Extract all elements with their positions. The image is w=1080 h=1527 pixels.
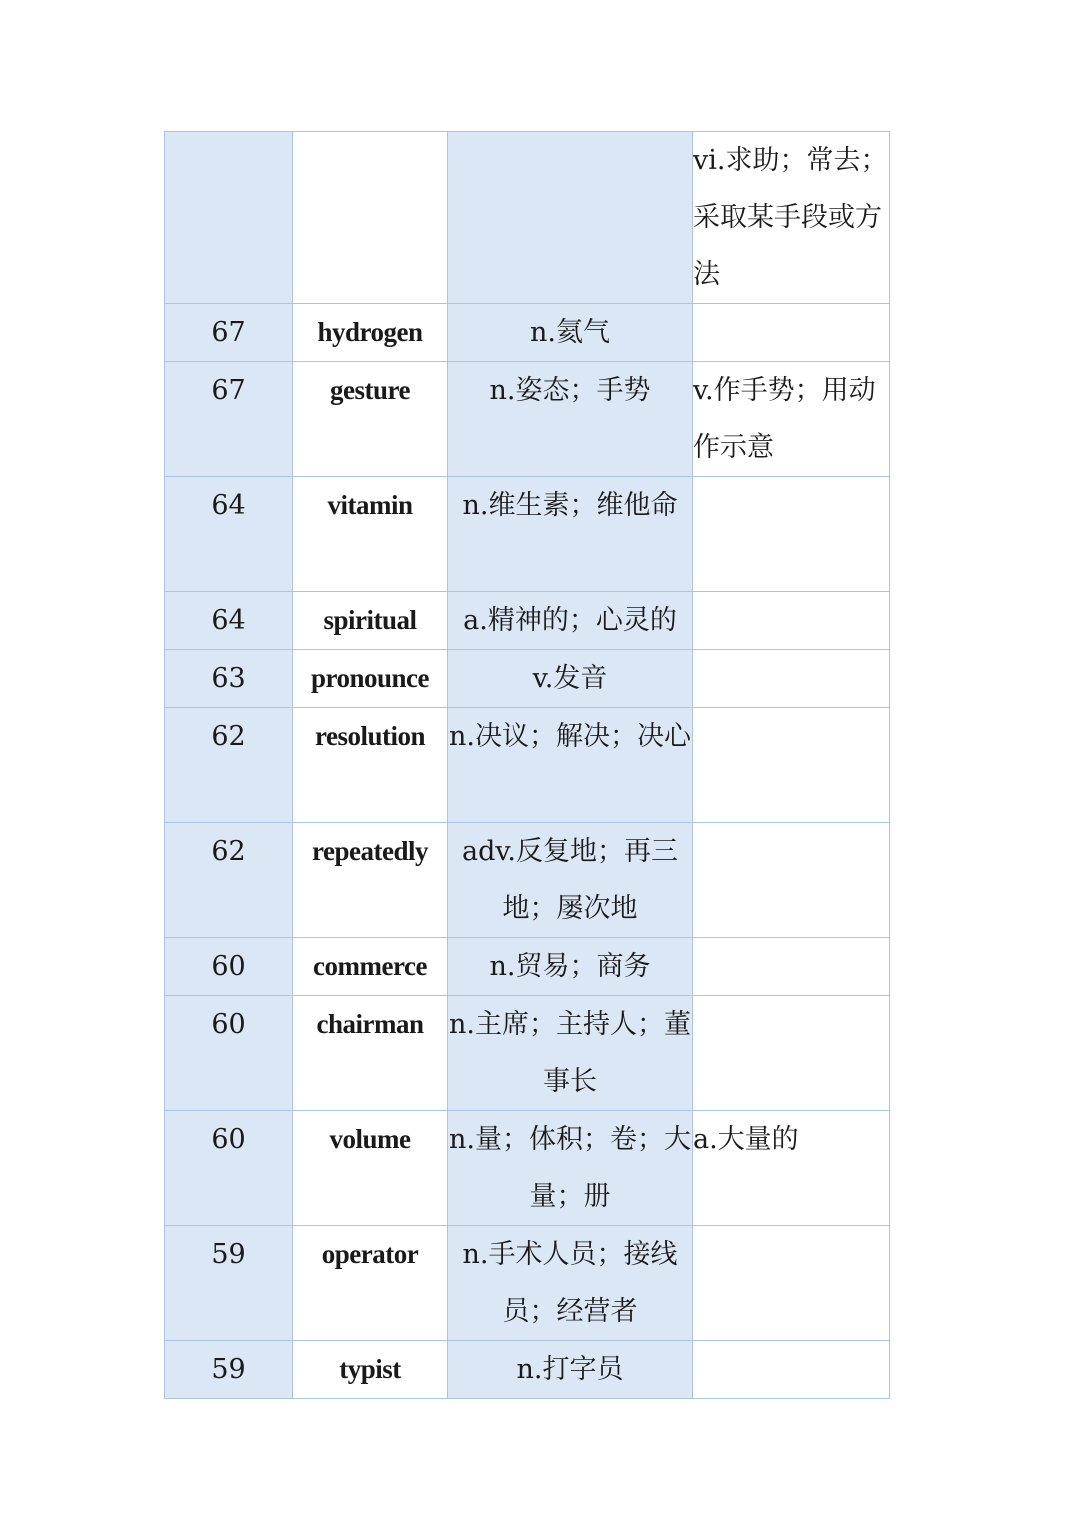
word-cell: spiritual bbox=[293, 592, 448, 650]
frequency-cell: 62 bbox=[165, 708, 293, 823]
frequency-cell bbox=[165, 132, 293, 304]
word-cell: commerce bbox=[293, 938, 448, 996]
word-cell: hydrogen bbox=[293, 304, 448, 362]
table-row bbox=[165, 592, 890, 650]
definition-cell: n.量；体积；卷；大量；册 bbox=[448, 1111, 693, 1226]
table-row bbox=[165, 708, 890, 823]
table-row bbox=[165, 362, 890, 477]
frequency-cell: 67 bbox=[165, 362, 293, 477]
table-row bbox=[165, 996, 890, 1111]
frequency-cell: 64 bbox=[165, 592, 293, 650]
extra-meaning-cell bbox=[693, 650, 890, 708]
word-cell: resolution bbox=[293, 708, 448, 823]
frequency-cell: 59 bbox=[165, 1226, 293, 1341]
extra-meaning-cell: vi.求助；常去；采取某手段或方法 bbox=[693, 132, 890, 304]
definition-cell: v.发音 bbox=[448, 650, 693, 708]
definition-cell: n.维生素；维他命 bbox=[448, 477, 693, 592]
definition-cell: a.精神的；心灵的 bbox=[448, 592, 693, 650]
table-row bbox=[165, 938, 890, 996]
word-cell: typist bbox=[293, 1341, 448, 1399]
frequency-cell: 60 bbox=[165, 1111, 293, 1226]
extra-meaning-cell bbox=[693, 304, 890, 362]
table-row bbox=[165, 304, 890, 362]
extra-meaning-cell bbox=[693, 708, 890, 823]
definition-cell: n.手术人员；接线员；经营者 bbox=[448, 1226, 693, 1341]
table-row bbox=[165, 477, 890, 592]
extra-meaning-cell bbox=[693, 477, 890, 592]
definition-cell: n.贸易；商务 bbox=[448, 938, 693, 996]
definition-cell bbox=[448, 132, 693, 304]
definition-cell: n.姿态；手势 bbox=[448, 362, 693, 477]
extra-meaning-cell bbox=[693, 996, 890, 1111]
frequency-cell: 60 bbox=[165, 938, 293, 996]
frequency-cell: 59 bbox=[165, 1341, 293, 1399]
extra-meaning-cell bbox=[693, 1226, 890, 1341]
extra-meaning-cell: a.大量的 bbox=[693, 1111, 890, 1226]
word-cell: gesture bbox=[293, 362, 448, 477]
frequency-cell: 63 bbox=[165, 650, 293, 708]
table-row bbox=[165, 650, 890, 708]
definition-cell: n.决议；解决；决心 bbox=[448, 708, 693, 823]
extra-meaning-cell bbox=[693, 823, 890, 938]
definition-cell: n.主席；主持人；董事长 bbox=[448, 996, 693, 1111]
table-row bbox=[165, 1111, 890, 1226]
frequency-cell: 62 bbox=[165, 823, 293, 938]
extra-meaning-cell bbox=[693, 1341, 890, 1399]
frequency-cell: 67 bbox=[165, 304, 293, 362]
extra-meaning-cell bbox=[693, 938, 890, 996]
vocabulary-table bbox=[164, 131, 890, 1399]
word-cell: volume bbox=[293, 1111, 448, 1226]
word-cell: vitamin bbox=[293, 477, 448, 592]
extra-meaning-cell: v.作手势；用动作示意 bbox=[693, 362, 890, 477]
table-row bbox=[165, 132, 890, 304]
extra-meaning-cell bbox=[693, 592, 890, 650]
definition-cell: adv.反复地；再三地；屡次地 bbox=[448, 823, 693, 938]
word-cell: chairman bbox=[293, 996, 448, 1111]
word-cell: operator bbox=[293, 1226, 448, 1341]
definition-cell: n.打字员 bbox=[448, 1341, 693, 1399]
word-cell: repeatedly bbox=[293, 823, 448, 938]
table-row bbox=[165, 823, 890, 938]
frequency-cell: 64 bbox=[165, 477, 293, 592]
table-row bbox=[165, 1226, 890, 1341]
word-cell bbox=[293, 132, 448, 304]
table-row bbox=[165, 1341, 890, 1399]
definition-cell: n.氦气 bbox=[448, 304, 693, 362]
word-cell: pronounce bbox=[293, 650, 448, 708]
frequency-cell: 60 bbox=[165, 996, 293, 1111]
